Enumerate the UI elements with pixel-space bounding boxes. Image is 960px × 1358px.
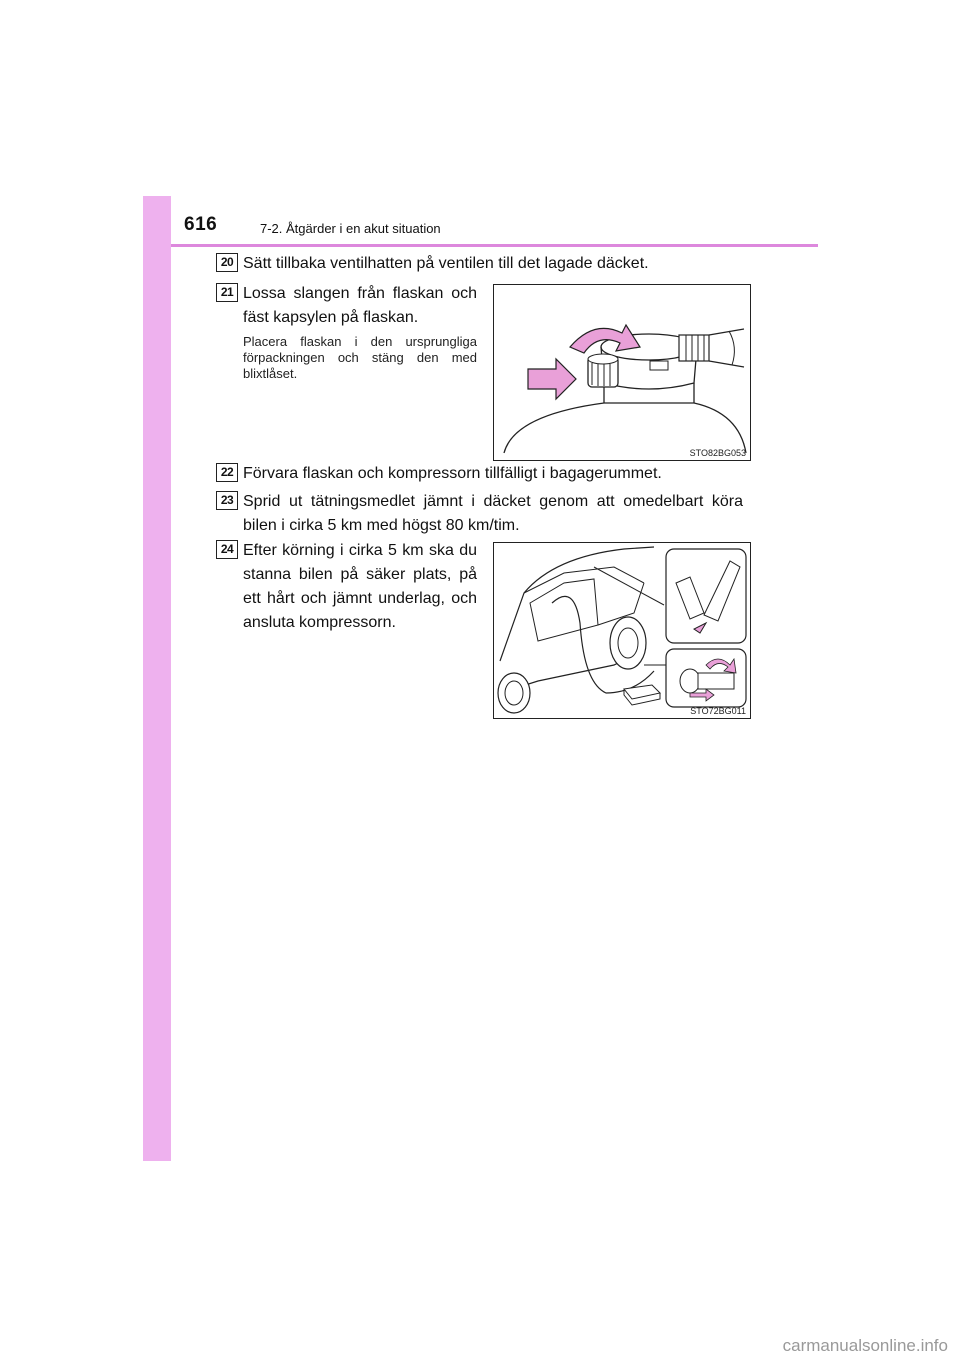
header-rule (171, 244, 818, 247)
step-22-text: Förvara flaskan och kompressorn tillfälligt i bagagerummet. (243, 465, 662, 482)
section-title: 7-2. Åtgärder i en akut situation (260, 221, 441, 236)
watermark: carmanualsonline.info (782, 1336, 948, 1355)
step-24-text (243, 539, 477, 635)
step-21-note (243, 334, 477, 382)
step-24-line: ett hårt och jämnt underlag, och (243, 590, 477, 607)
step-21-line: fäst kapsylen på flaskan. (243, 309, 419, 326)
note-line: Placera flaskan i den ursprungliga (243, 334, 477, 349)
step-20-text: Sätt tillbaka ventilhatten på ventilen till det lagade däcket. (243, 255, 649, 272)
step-number-20: 20 (216, 253, 238, 272)
step-number-22: 22 (216, 463, 238, 482)
step-24-line: stanna bilen på säker plats, på (243, 566, 477, 583)
chapter-side-tab (143, 196, 171, 1161)
page-number: 616 (184, 214, 218, 235)
step-number-21: 21 (216, 283, 238, 302)
step-number-24: 24 (216, 540, 238, 559)
car-compressor-illustration (494, 543, 750, 718)
step-24-line: Efter körning i cirka 5 km ska du (243, 542, 477, 559)
step-23-line: bilen i cirka 5 km med högst 80 km/tim. (243, 517, 520, 534)
figure-car-compressor (493, 542, 751, 719)
note-line: förpackningen och stäng den med (243, 350, 477, 365)
step-23-line: Sprid ut tätningsmedlet jämnt i däcket genom att omedelbart köra (243, 493, 743, 510)
step-23-text (243, 490, 743, 538)
step-21-line: Lossa slangen från flaskan och (243, 285, 477, 302)
step-number-23: 23 (216, 491, 238, 510)
note-line: blixtlåset. (243, 366, 298, 381)
step-24-line: ansluta kompressorn. (243, 614, 396, 631)
bottle-cap-illustration (494, 285, 750, 460)
figure-code: STO72BG011 (690, 706, 746, 716)
step-21-text (243, 282, 477, 330)
figure-bottle-cap (493, 284, 751, 461)
figure-code: STO82BG053 (689, 448, 746, 458)
